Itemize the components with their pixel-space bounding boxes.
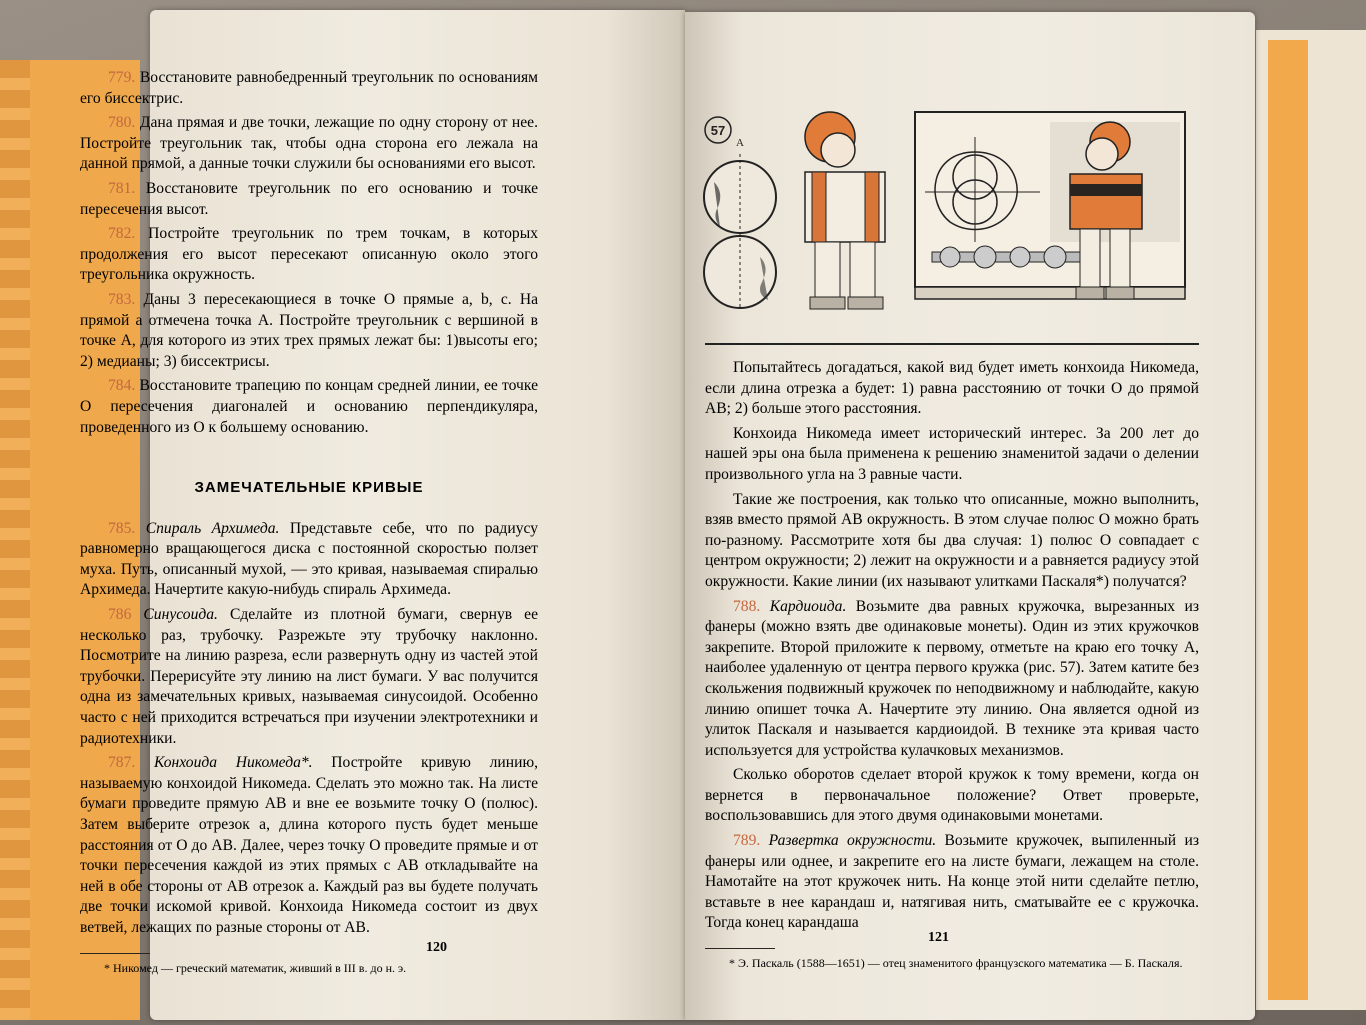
problem-text: Возьмите два равных кружочка, вырезанных из фанеры (можно взять две одинаковые монеты). Один из этих кружочков закрепите. Второй приложите к первому, отметьте на краю его точку A, наиболее удаленную от центра первого кружка (рис. 57). Затем катите без скольжения подвижный кружочек по неподвижному и наблюдайте, какую линию опишет точка A. Начертите эту линию. Она является одной из улиток Паскаля и называется кардиоидой. В технике эта кривая часто используется для устройства кулачковых механизмов. — [705, 597, 1199, 759]
problem-788 — [705, 597, 1199, 762]
problem-number: 781. — [108, 179, 136, 197]
problem-text: Дана прямая и две точки, лежащие по одну сторону от нее. Постройте треугольник так, чтобы одна сторона его лежала на данной прямой, а данные точки служили бы основаниями его высот. — [80, 114, 538, 173]
problem-787 — [80, 753, 538, 938]
boy-left-stripe — [812, 172, 826, 242]
paragraph — [705, 424, 1199, 486]
problem-text: Возьмите кружочек, выпиленный из фанеры или однее, и закрепите его на листе бумаги, лежащем на столе. Намотайте на этот кружочек нить. На конце этой нити сделайте петлю, вставьте в нее карандаш и, натягивая нить, сматывайте ее с кружочка. Тогда конец карандаша — [705, 832, 1199, 932]
right-page-text — [705, 358, 1199, 971]
boy-left-stripe — [865, 172, 879, 242]
cam — [940, 247, 960, 267]
footnote-left: * Никомед — греческий математик, живший в III в. до н. э. — [104, 960, 407, 975]
problem-784 — [80, 376, 538, 438]
problem-text: Постройте треугольник по трем точкам, в которых продолжения его высот пересекают описанную около этого треугольника окружность. — [80, 225, 538, 284]
figure-number: 57 — [710, 123, 726, 138]
paragraph-text: Сколько оборотов сделает второй кружок к тому времени, когда он вернется в первоначальное положение? Ответ проверьте, воспользовавшись для этого двумя одинаковыми монетами. — [705, 766, 1199, 825]
paragraph-text: Попытайтесь догадаться, какой вид будет иметь конхоида Никомеда, если длина отрезка a будет: 1) равна расстоянию от точки O до прямой AB; 2) больше этого расстояния. — [705, 359, 1199, 418]
problem-text: Восстановите трапецию по концам средней линии, ее точке O пересечения диагоналей и основанию перпендикуляра, проведенного из O к большему основанию. — [80, 377, 538, 436]
problem-number: 789. — [733, 832, 761, 850]
boy-left-shoe — [848, 297, 883, 309]
problem-text: Сделайте из плотной бумаги, свернув ее несколько раз, трубочку. Разрежьте эту трубочку наклонно. Посмотрите на линию разреза, если развернуть одну из частей этой трубочки. Перерисуйте эту линию на лист бумаги. У вас получится одна из замечательных кривых, называемая синусоидой. Особенно часто с ней приходится встречаться при изучении электротехники и радиотехники. — [80, 606, 538, 747]
problem-782 — [80, 224, 538, 286]
problem-title: Кардиоида. — [760, 597, 847, 615]
book-cover-left-pattern — [0, 60, 30, 1020]
page-number-left: 120 — [426, 940, 447, 955]
boy-left-face — [821, 133, 855, 167]
problem-number: 786 — [108, 606, 132, 624]
problem-text: Восстановите треугольник по его основанию и точке пересечения высот. — [80, 179, 538, 218]
boy-right-shoe — [1076, 287, 1104, 299]
problem-number: 783. — [108, 290, 136, 308]
problem-783 — [80, 290, 538, 372]
left-page-text — [80, 68, 538, 976]
boy-left-leg — [815, 242, 840, 302]
problem-number: 787. — [108, 754, 136, 772]
paragraph-text: Конхоида Никомеда имеет исторический интерес. За 200 лет до нашей эры она была применена к решению знаменитой задачи о делении произвольного угла на 3 равные части. — [705, 424, 1199, 483]
boy-right-leg — [1110, 229, 1130, 289]
book-cover-right-band — [1268, 40, 1308, 1000]
cam — [1010, 247, 1030, 267]
boy-right-leg — [1080, 229, 1100, 289]
problem-text: Восстановите равнобедренный треугольник по основаниям его биссектрис. — [80, 69, 538, 107]
poster-roll — [915, 287, 1185, 299]
cam — [1044, 246, 1066, 268]
cam — [974, 246, 996, 268]
section-heading: ЗАМЕЧАТЕЛЬНЫЕ КРИВЫЕ — [194, 479, 424, 497]
footnote-divider — [705, 948, 775, 949]
problem-number: 780. — [108, 114, 136, 132]
problem-number: 779. — [108, 69, 136, 86]
paragraph — [705, 358, 1199, 420]
boy-right-face — [1086, 138, 1118, 170]
problem-number: 782. — [108, 225, 136, 243]
boy-left-leg — [850, 242, 875, 302]
problem-786 — [80, 605, 538, 749]
boy-right-shirt — [1070, 174, 1142, 229]
boy-right-shoe — [1106, 287, 1134, 299]
paragraph — [705, 765, 1199, 827]
problem-779 — [80, 68, 538, 109]
problem-text: Даны 3 пересекающиеся в точке O прямые a, b, c. На прямой a отмечена точка A. Постройте треугольник с вершиной в точке A, для которого из этих трех прямых лежат бы: 1)высоты его; 2) медианы; 3) биссектрисы. — [80, 290, 538, 370]
problem-number: 784. — [108, 377, 136, 395]
point-a-label: A — [736, 137, 744, 149]
problem-number: 785. — [108, 519, 136, 537]
problem-785 — [80, 519, 538, 601]
problem-number: 788. — [733, 597, 761, 615]
problem-title: Развертка окружности. — [760, 832, 937, 850]
problem-780 — [80, 113, 538, 175]
paragraph — [705, 490, 1199, 593]
figure-57-illustration — [700, 92, 1194, 342]
problem-title: Спираль Архимеда. — [135, 519, 280, 537]
boy-right-shirt-stripe — [1070, 184, 1142, 196]
problem-text: Представьте себе, что по радиусу равномерно вращающегося диска с постоянной скоростью ползет муха. Путь, описанный мухой, — это кривая, называемая спиралью Архимеда. Начертите какую-нибудь спираль Архимеда. — [80, 519, 539, 599]
problem-title: Синусоида. — [131, 606, 218, 624]
paragraph-text: Такие же построения, как только что описанные, можно выполнить, взяв вместо прямой AB окружность. В этом случае полюс O можно брать по-разному. Рассмотрите хотя бы два случая: 1) полюс O совпадает с центром окружности; 2) лежит на окружности и a равняется радиусу этой окружности. Какие линии (их называют улитками Паскаля*) получатся? — [705, 490, 1199, 590]
problem-781 — [80, 179, 538, 220]
figure-bottom-rule — [705, 343, 1199, 345]
problem-title: Конхоида Никомеда*. — [135, 754, 313, 772]
footnote-divider — [80, 953, 150, 954]
footnote-right: * Э. Паскаль (1588—1651) — отец знаменитого французского математика — Б. Паскаля. — [729, 956, 1183, 971]
page-number-right: 121 — [928, 930, 949, 945]
problem-789 — [705, 831, 1199, 934]
boy-left-shoe — [810, 297, 845, 309]
problem-text: Постройте кривую линию, называемую конхоидой Никомеда. Сделать это можно так. На листе бумаги проведите прямую AB и вне ее возьмите точку O (полюс). Затем выберите отрезок a, длина которого пусть будет меньше расстояния от O до AB. Далее, через точку O проведите прямые и от точки пересечения каждой из этих прямых с AB откладывайте на ней в обе стороны от AB отрезок a. Каждый раз вы будете получать две точки искомой кривой. Конхоида Никомеда состоит из двух ветвей, лежащих по разные стороны от AB. — [80, 754, 538, 936]
